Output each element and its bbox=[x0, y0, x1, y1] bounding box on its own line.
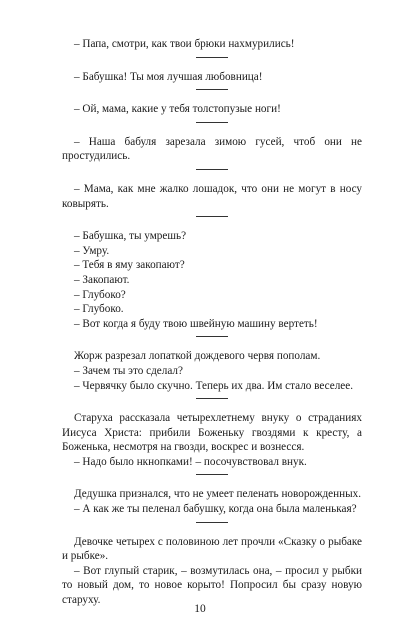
paragraph: – Наша бабуля зарезала зимою гусей, чтоб они не простудились. bbox=[62, 135, 362, 163]
page-number: 10 bbox=[194, 603, 206, 615]
text-block-3 bbox=[62, 102, 362, 117]
dialogue-line: – Зачем ты это сделал? bbox=[74, 364, 183, 377]
paragraph: – Бабушка! Ты моя лучшая любовница! bbox=[74, 70, 263, 83]
separator-line bbox=[196, 336, 228, 337]
separator-line bbox=[196, 522, 228, 523]
paragraph: – Ой, мама, какие у тебя толстопузые ноги! bbox=[74, 103, 281, 116]
text-block-10 bbox=[62, 535, 362, 608]
dialogue-line: – Умру. bbox=[74, 244, 110, 257]
text-block-6 bbox=[62, 229, 362, 331]
paragraph: – Мама, как мне жалко лошадок, что они не могут в носу ковырять. bbox=[62, 182, 362, 210]
dialogue-line: – Вот глупый старик, – возмутилась она, – просил у рыбки то новый дом, то новое корыто! Попросил бы сразу новую старуху. bbox=[62, 564, 362, 607]
dialogue-line: – Закопают. bbox=[74, 273, 130, 286]
dialogue-line: – Надо было нкнопками! – посочувствовал внук. bbox=[74, 455, 307, 468]
dialogue-line: – Глубоко? bbox=[74, 288, 126, 301]
text-block-1 bbox=[62, 37, 362, 52]
separator-line bbox=[196, 122, 228, 123]
paragraph: Жорж разрезал лопаткой дождевого червя пополам. bbox=[74, 350, 321, 363]
text-block-2 bbox=[62, 70, 362, 85]
separator-line bbox=[196, 474, 228, 475]
dialogue-line: – Вот когда я буду твою швейную машину вертеть! bbox=[74, 317, 318, 330]
paragraph: Дедушка признался, что не умеет пеленать новорожденных. bbox=[74, 488, 362, 501]
separator-line bbox=[196, 89, 228, 90]
separator-line bbox=[196, 169, 228, 170]
separator-line bbox=[196, 57, 228, 58]
text-block-5 bbox=[62, 182, 362, 211]
dialogue-line: – Червячку было скучно. Теперь их два. Им стало веселее. bbox=[74, 379, 354, 392]
separator-line bbox=[196, 216, 228, 217]
text-block-9 bbox=[62, 487, 362, 516]
text-block-7 bbox=[62, 349, 362, 393]
dialogue-line: – Глубоко. bbox=[74, 303, 124, 316]
paragraph: Старуха рассказала четырехлетнему внуку о страданиях Иисуса Христа: прибили Боженьку гвоздями к кресту, а Боженька, несмотря на гвозди, воскрес и вознесся. bbox=[62, 412, 362, 454]
paragraph: Девочке четырех с половиною лет прочли «Сказку о рыбаке и рыбке». bbox=[62, 535, 362, 563]
dialogue-line: – Тебя в яму закопают? bbox=[74, 259, 185, 272]
separator-line bbox=[196, 398, 228, 399]
paragraph: – Папа, смотри, как твои брюки нахмурились! bbox=[74, 38, 295, 50]
dialogue-line: – А как же ты пеленал бабушку, когда она была маленькая? bbox=[74, 503, 357, 516]
text-block-8 bbox=[62, 411, 362, 469]
text-block-4 bbox=[62, 135, 362, 164]
dialogue-line: – Бабушка, ты умрешь? bbox=[74, 230, 187, 243]
page-body bbox=[62, 37, 362, 608]
